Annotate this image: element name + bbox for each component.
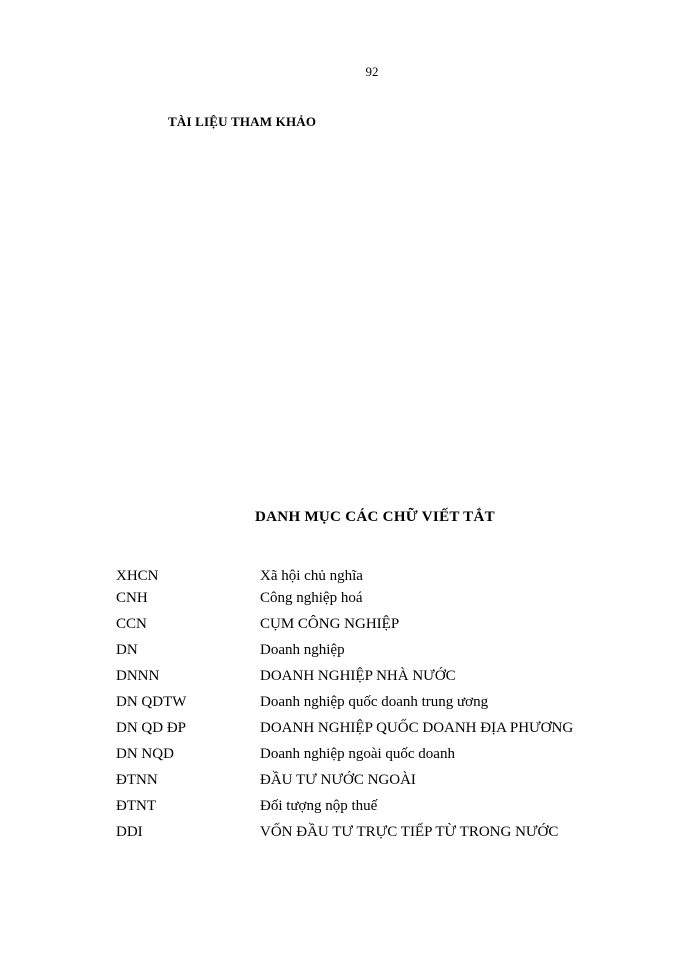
abbreviation-row xyxy=(116,588,676,614)
abbreviations-list xyxy=(116,566,676,848)
abbreviation-code: DN xyxy=(116,642,138,658)
abbreviation-row xyxy=(116,692,676,718)
abbreviation-meaning: CỤM CÔNG NGHIỆP xyxy=(260,616,400,632)
abbreviation-meaning: ĐẦU TƯ NƯỚC NGOÀI xyxy=(260,772,416,788)
abbreviation-code: CNH xyxy=(116,590,148,606)
abbreviations-title: DANH MỤC CÁC CHỮ VIẾT TẮT xyxy=(255,509,495,525)
abbreviation-row xyxy=(116,718,676,744)
abbreviation-code: DDI xyxy=(116,824,143,840)
abbreviation-meaning: Đối tượng nộp thuế xyxy=(260,798,378,814)
abbreviation-code: DN QD ĐP xyxy=(116,720,187,736)
abbreviation-meaning: DOANH NGHIỆP QUỐC DOANH ĐỊA PHƯƠNG xyxy=(260,720,574,736)
abbreviation-code: CCN xyxy=(116,616,147,632)
abbreviation-row xyxy=(116,796,676,822)
abbreviation-code: DN NQD xyxy=(116,746,174,762)
abbreviation-code: DNNN xyxy=(116,668,160,684)
abbreviation-meaning: Xã hội chủ nghĩa xyxy=(260,568,363,584)
abbreviation-meaning: DOANH NGHIỆP NHÀ NƯỚC xyxy=(260,668,456,684)
abbreviation-code: DN QDTW xyxy=(116,694,187,710)
abbreviation-meaning: Doanh nghiệp quốc doanh trung ương xyxy=(260,694,489,710)
abbreviation-code: ĐTNN xyxy=(116,772,158,788)
abbreviation-row xyxy=(116,744,676,770)
abbreviation-meaning: Doanh nghiệp ngoài quốc doanh xyxy=(260,746,455,762)
abbreviation-row xyxy=(116,614,676,640)
abbreviation-row xyxy=(116,770,676,796)
abbreviation-row xyxy=(116,822,676,848)
page-number: 92 xyxy=(365,64,379,79)
abbreviation-row xyxy=(116,666,676,692)
abbreviation-code: XHCN xyxy=(116,568,159,584)
references-heading: TÀI LIỆU THAM KHẢO xyxy=(168,114,317,129)
abbreviation-row xyxy=(116,566,676,588)
abbreviation-meaning: VỐN ĐẦU TƯ TRỰC TIẾP TỪ TRONG NƯỚC xyxy=(260,824,559,840)
abbreviation-meaning: Doanh nghiệp xyxy=(260,642,345,658)
abbreviation-code: ĐTNT xyxy=(116,798,156,814)
abbreviation-meaning: Công nghiệp hoá xyxy=(260,590,363,606)
abbreviation-row xyxy=(116,640,676,666)
